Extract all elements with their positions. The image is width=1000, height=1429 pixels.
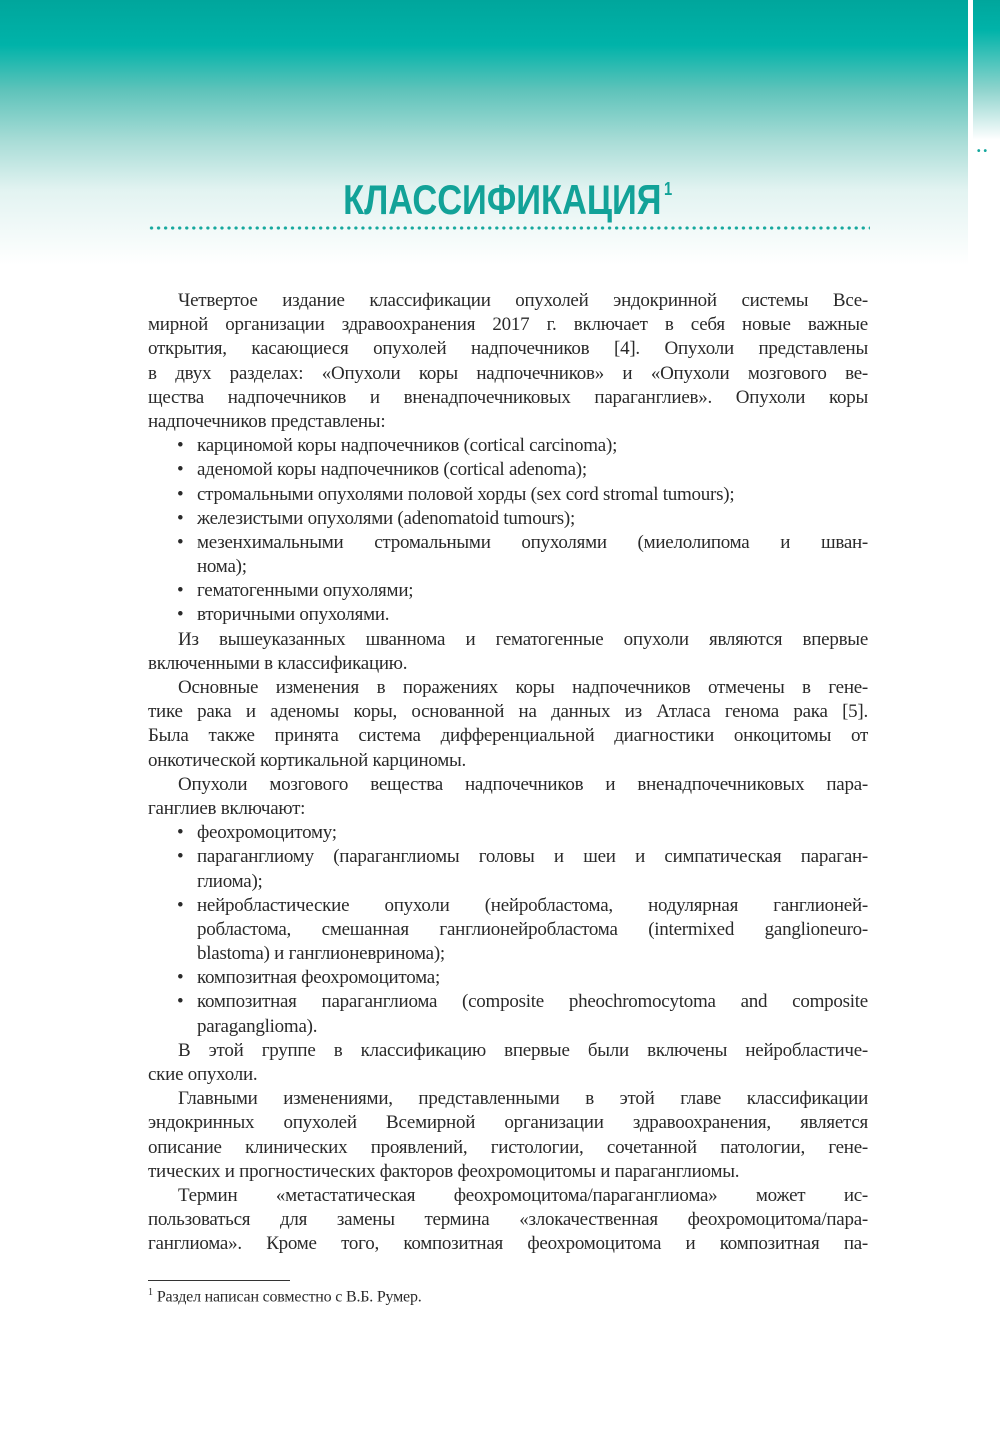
- text-line: Опухоли мозгового вещества надпочечников и вненадпочечниковых пара-: [178, 773, 868, 795]
- bullet-icon: •: [177, 507, 184, 529]
- text-line: открытия, касающиеся опухолей надпочечников [4]. Опухоли представлены: [148, 338, 868, 360]
- title-dotted-rule: [148, 226, 870, 230]
- text-line: ганглиев включают:: [148, 797, 306, 819]
- text-line: композитная феохромоцитома;: [197, 967, 440, 989]
- list-item: [148, 434, 868, 458]
- list-item: [148, 458, 868, 482]
- text-line: Основные изменения в поражениях коры надпочечников отмечены в гене-: [178, 677, 868, 698]
- bullet-icon: •: [177, 459, 184, 481]
- list-item: [148, 845, 868, 893]
- paragraph: [148, 1184, 868, 1257]
- text-line: вторичными опухолями.: [197, 604, 390, 626]
- text-line: в двух разделах: «Опухоли коры надпочечников» и «Опухоли мозгового ве-: [148, 362, 868, 384]
- paragraph: [148, 773, 868, 821]
- text-line: глиома);: [197, 870, 263, 892]
- list-item: [148, 507, 868, 531]
- text-line: В этой группе в классификацию впервые были включены нейробластиче-: [178, 1039, 868, 1061]
- text-line: мезенхимальными стромальными опухолями (миелолипома и шван-: [197, 531, 868, 553]
- text-line: феохромоцитому;: [197, 822, 337, 844]
- bullet-icon: •: [177, 531, 184, 553]
- list-item: [148, 990, 868, 1038]
- text-line: ганглиома». Кроме того, композитная феохромоцитома и композитная па-: [148, 1233, 868, 1255]
- text-line: пользоваться для замены термина «злокачественная феохромоцитома/пара-: [148, 1209, 868, 1231]
- paragraph: [148, 1087, 868, 1184]
- text-line: аденомой коры надпочечников (cortical adenoma);: [197, 459, 587, 481]
- text-line: описание клинических проявлений, гистологии, сочетанной патологии, гене-: [148, 1136, 868, 1158]
- text-line: Из вышеуказанных шваннома и гематогенные опухоли являются впервые: [178, 628, 868, 650]
- list-item: [148, 483, 868, 507]
- text-line: щества надпочечников и вненадпочечниковых параганглиев». Опухоли коры: [148, 386, 868, 408]
- text-line: надпочечников представлены:: [148, 410, 386, 432]
- paragraph: [148, 676, 868, 773]
- text-line: включенными в классификацию.: [148, 652, 408, 674]
- bullet-icon: •: [177, 604, 184, 626]
- text-line: железистыми опухолями (adenomatoid tumours);: [197, 507, 576, 529]
- text-line: стромальными опухолями половой хорды (sex cord stromal tumours);: [197, 483, 735, 505]
- text-line: нома);: [197, 556, 247, 578]
- bullet-icon: •: [177, 822, 184, 844]
- text-line: paraganglioma).: [197, 1015, 318, 1037]
- text-line: тике рака и аденомы коры, основанной на данных из Атласа генома рака [5].: [148, 701, 868, 723]
- list-item: [148, 894, 868, 967]
- bullet-icon: •: [177, 991, 184, 1013]
- footnote: [148, 1287, 422, 1306]
- text-line: Главными изменениями, представленными в этой главе классификации: [178, 1088, 868, 1110]
- footnote-text: Раздел написан совместно с В.Б. Румер.: [156, 1288, 422, 1306]
- chapter-edge-tab: [973, 0, 1000, 140]
- text-line: композитная параганглиома (composite pheochromocytoma and composite: [197, 991, 868, 1013]
- text-line: гематогенными опухолями;: [197, 580, 414, 602]
- bullet-icon: •: [177, 894, 184, 916]
- text-line: робластома, смешанная ганглионейробластома (intermixed ganglioneuro-: [197, 918, 868, 940]
- title-footnote-mark: 1: [664, 179, 673, 199]
- text-line: Четвертое издание классификации опухолей эндокринной системы Все-: [178, 290, 868, 311]
- list-item: [148, 821, 868, 845]
- section-title-text: КЛАССИФИКАЦИЯ: [343, 176, 662, 223]
- body-text: [148, 289, 868, 1257]
- text-line: blastoma) и ганглионевринома);: [197, 943, 445, 965]
- text-line: эндокринных опухолей Всемирной организации здравоохранения, является: [148, 1112, 868, 1134]
- list-item: [148, 531, 868, 579]
- bullet-icon: •: [177, 435, 184, 457]
- bullet-icon: •: [177, 846, 184, 868]
- list-item: [148, 603, 868, 627]
- edge-dots-decoration: ••: [977, 146, 991, 157]
- section-title: [0, 176, 1000, 224]
- bullet-icon: •: [177, 580, 184, 602]
- text-line: параганглиому (параганглиомы головы и шеи и симпатическая параган-: [197, 846, 868, 868]
- paragraph: [148, 1039, 868, 1087]
- text-line: Термин «метастатическая феохромоцитома/параганглиома» может ис-: [178, 1184, 868, 1206]
- text-line: тических и прогностических факторов феохромоцитомы и параганглиомы.: [148, 1160, 740, 1182]
- text-line: мирной организации здравоохранения 2017 г. включает в себя новые важные: [148, 314, 868, 336]
- text-line: карциномой коры надпочечников (cortical carcinoma);: [197, 435, 618, 457]
- list-item: [148, 966, 868, 990]
- footnote-mark: 1: [148, 1287, 153, 1298]
- footnote-rule: [148, 1280, 290, 1281]
- list-item: [148, 579, 868, 603]
- text-line: онкотической кортикальной карциномы.: [148, 749, 467, 771]
- paragraph: [148, 289, 868, 434]
- bullet-icon: •: [177, 483, 184, 505]
- bullet-icon: •: [177, 967, 184, 989]
- text-line: ские опухоли.: [148, 1064, 258, 1085]
- paragraph: [148, 628, 868, 676]
- text-line: Была также принята система дифференциальной диагностики онкоцитомы от: [148, 725, 868, 747]
- text-line: нейробластические опухоли (нейробластома, нодулярная ганглионей-: [197, 894, 868, 916]
